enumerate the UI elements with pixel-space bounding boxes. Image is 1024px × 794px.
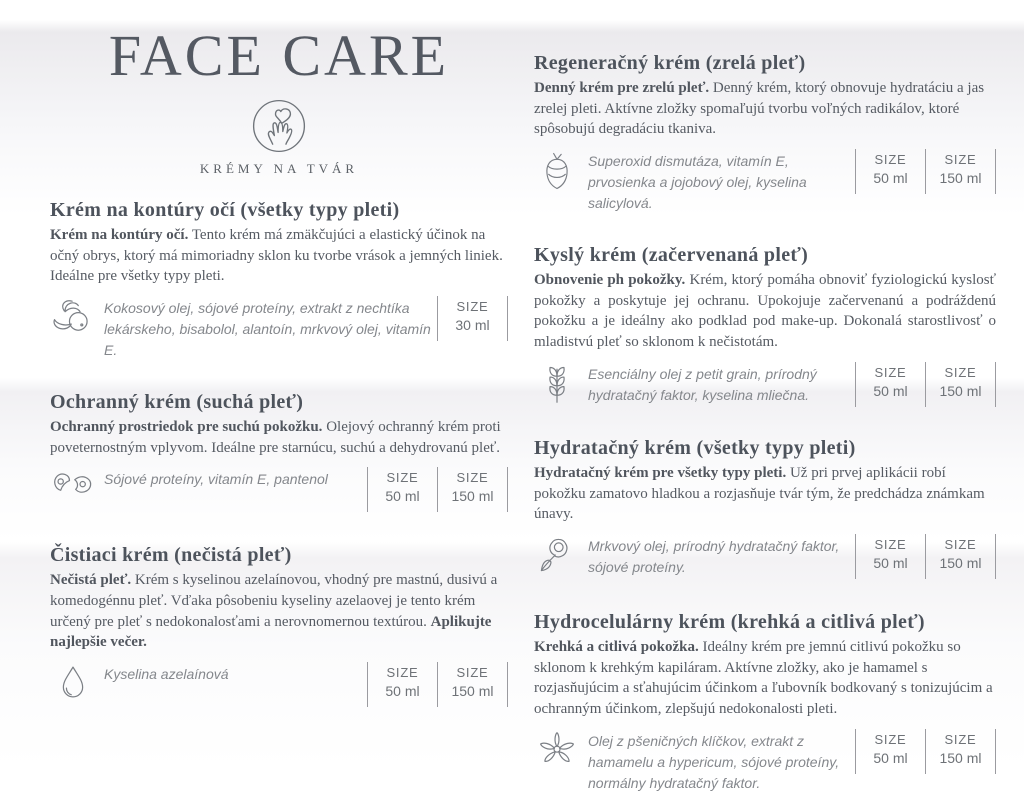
ingredient-row (50, 296, 508, 361)
ingredients-text: Kokosový olej, sójové proteíny, extrakt z nechtíka lekárskeho, bisabolol, alantoín, mrkvový olej, vitamín E. (104, 299, 431, 358)
product-hydrocellular-cream (534, 611, 996, 794)
ingredient-row (50, 662, 508, 707)
ingredients-text: Kyselina azelaínová (104, 666, 229, 683)
product-heading: Krém na kontúry očí (všetky typy pleti) (50, 198, 400, 221)
ingredient-row (534, 729, 996, 794)
size-group (855, 149, 996, 194)
ingredient-row (534, 149, 996, 214)
ingredient-row (534, 534, 996, 579)
page-title: FACE CARE (108, 23, 450, 88)
size-option: SIZE 50 ml (855, 729, 925, 774)
product-heading: Hydratačný krém (všetky typy pleti) (534, 436, 856, 459)
size-group (855, 534, 996, 579)
size-option: SIZE 150 ml (925, 149, 995, 194)
product-description: Krém na kontúry očí. Tento krém má zmäkčujúci a elastický účinok na očný obrys, ktorý má mimoriadny sklon ku tvorbe vrások a jemných liniek. Ideálne pre všetky typy pleti. (50, 226, 503, 285)
hand-heart-icon (250, 97, 308, 155)
product-heading: Regeneračný krém (zrelá pleť) (534, 52, 806, 74)
size-option: SIZE 50 ml (855, 362, 925, 407)
product-heading: Kyslý krém (začervenaná pleť) (534, 244, 809, 267)
size-option: SIZE 50 ml (855, 534, 925, 579)
right-column (534, 0, 996, 794)
product-acid-cream (534, 244, 996, 407)
page-subtitle: KRÉMY NA TVÁR (199, 160, 359, 176)
product-hydrating-cream (534, 437, 996, 579)
product-description: Obnovenie ph pokožky. Krém, ktorý pomáha obnoviť fyziologickú kyslosť pokožky a poskytuje jej ochranu. Upokojuje začervenanú a podráždenú pokožku a je ideálny ako podklad pod make-up. Dokonalá starostlivosť o mladistvú pleť so sklonom k nečistotám. (534, 272, 997, 351)
size-option: SIZE 150 ml (925, 362, 995, 407)
product-heading: Hydrocelulárny krém (krehká a citlivá pleť) (534, 610, 925, 633)
product-regenerating-cream (534, 0, 996, 214)
product-cleansing-cream (50, 544, 508, 707)
ingredients-text: Olej z pšeničných klíčkov, extrakt z hamamelu a hypericum, sójové proteíny, normálny hydratačný faktor. (588, 732, 840, 791)
size-group (437, 296, 508, 341)
product-description: Krehká a citlivá pokožka. Ideálny krém pre jemnú citlivú pokožku so sklonom k krehkým kapiláram. Aktívne zložky, ako je hamamel s rozjasňujúcim a sťahujúcim účinkom a ľubovník bodkovaný s tonizujúcim a ochranným účinkom, zlepšujú nedokonalosti pleti. (534, 638, 993, 717)
size-group (367, 662, 508, 707)
ingredient-row (50, 467, 508, 512)
size-option: SIZE 50 ml (367, 662, 437, 707)
product-heading: Čistiaci krém (nečistá pleť) (50, 544, 292, 567)
soybeans-icon (50, 467, 96, 501)
brand-header (50, 0, 508, 177)
ingredients-text: Sójové proteíny, vitamín E, pantenol (104, 471, 328, 488)
carrot-flower-icon (534, 534, 580, 574)
hop-cone-icon (534, 149, 580, 191)
ingredients-text: Mrkvový olej, prírodný hydratačný faktor, sójové proteíny. (588, 537, 840, 575)
size-option: SIZE 30 ml (437, 296, 507, 341)
size-option: SIZE 150 ml (437, 662, 507, 707)
size-group (855, 729, 996, 774)
flower-icon (534, 729, 580, 769)
size-option: SIZE 50 ml (367, 467, 437, 512)
left-column (50, 0, 508, 707)
product-description: Nečistá pleť. Krém s kyselinou azelaínovou, vhodný pre mastnú, dusivú a komedogénnu pleť. Vďaka pôsobeniu kyseliny azelaovej je tento krém určený pre pleť s nedokonalosťami a nerovnomernou textúrou. Aplikujte najlepšie večer. (50, 572, 498, 651)
water-drop-icon (50, 662, 96, 700)
product-description: Hydratačný krém pre všetky typy pleti. Už pri prvej aplikácii robí pokožku zamatovo hladkou a rozjasňuje tvár tým, že predchádza známkam únavy. (534, 464, 985, 523)
ingredient-row (534, 362, 996, 407)
wheat-icon (534, 362, 580, 404)
size-option: SIZE 150 ml (437, 467, 507, 512)
size-option: SIZE 150 ml (925, 729, 995, 774)
ingredients-text: Superoxid dismutáza, vitamín E, prvosienka a jojobový olej, kyselina salicylová. (588, 153, 807, 212)
product-description: Denný krém pre zrelú pleť. Denný krém, ktorý obnovuje hydratáciu a jas zrelej pleti. Aktívne zložky spomaľujú tvorbu voľných radikálov, ktoré spôsobujú degradáciu tkaniva. (534, 80, 985, 138)
ingredients-text: Esenciálny olej z petit grain, prírodný hydratačný faktor, kyselina mliečna. (588, 365, 817, 403)
product-heading: Ochranný krém (suchá pleť) (50, 390, 304, 413)
usage-note: Aplikujte najlepšie večer. (50, 613, 492, 651)
coconut-icon (50, 296, 96, 336)
product-eye-contour-cream (50, 199, 508, 361)
size-group (367, 467, 508, 512)
product-protective-cream (50, 391, 508, 512)
size-group (855, 362, 996, 407)
size-option: SIZE 50 ml (855, 149, 925, 194)
size-option: SIZE 150 ml (925, 534, 995, 579)
product-description: Ochranný prostriedok pre suchú pokožku. Olejový ochranný krém proti poveternostným vplyvom. Ideálne pre starnúcu, suchú a dehydrovanú pleť. (50, 418, 501, 456)
